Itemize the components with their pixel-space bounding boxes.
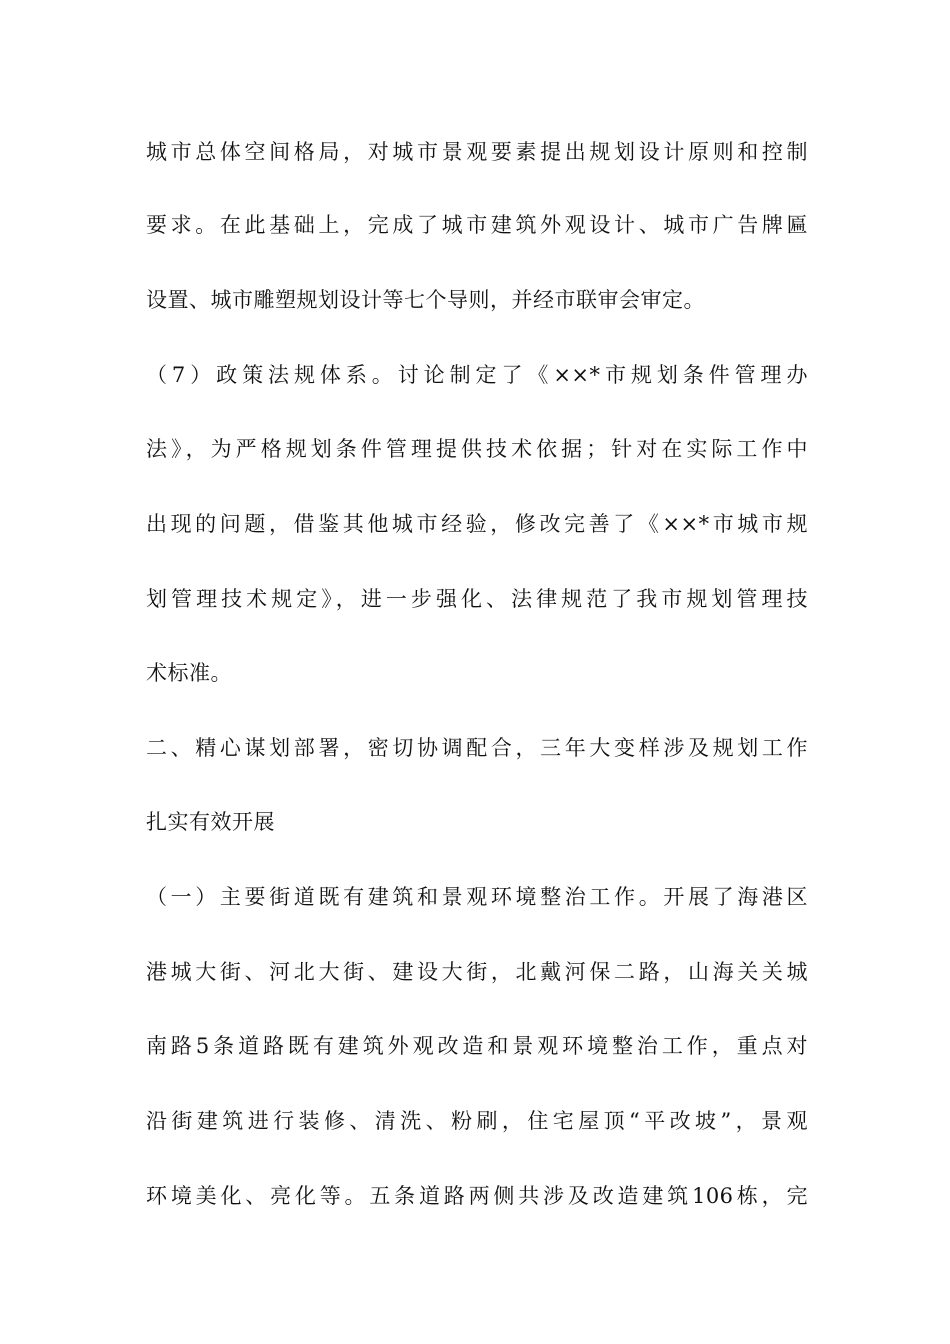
text-line: （一）主要街道既有建筑和景观环境整治工作。开展了海港区 <box>146 885 808 909</box>
text-line: 出现的问题，借鉴其他城市经验，修改完善了《××*市城市规 <box>146 512 808 536</box>
text-line: 法》，为严格规划条件管理提供技术依据；针对在实际工作中 <box>146 437 808 461</box>
text-line: 设置、城市雕塑规划设计等七个导则，并经市联审会审定。 <box>146 288 705 312</box>
text-line: 港城大街、河北大街、建设大街，北戴河保二路，山海关关城 <box>146 960 808 984</box>
text-line: 南路5条道路既有建筑外观改造和景观环境整治工作，重点对 <box>146 1034 808 1058</box>
text-line: 环境美化、亮化等。五条道路两侧共涉及改造建筑106栋，完 <box>146 1184 808 1208</box>
section-heading: 二、精心谋划部署，密切协调配合，三年大变样涉及规划工作 <box>146 736 808 760</box>
text-line: 术标准。 <box>146 661 232 685</box>
section-heading: 扎实有效开展 <box>146 810 275 834</box>
text-line: 沿街建筑进行装修、清洗、粉刷，住宅屋顶“平改坡”，景观 <box>146 1109 808 1133</box>
text-line: 城市总体空间格局，对城市景观要素提出规划设计原则和控制 <box>146 140 808 164</box>
text-line: （7）政策法规体系。讨论制定了《××*市规划条件管理办 <box>146 363 808 387</box>
text-line: 划管理技术规定》，进一步强化、法律规范了我市规划管理技 <box>146 587 808 611</box>
text-line: 要求。在此基础上，完成了城市建筑外观设计、城市广告牌匾 <box>146 213 808 237</box>
